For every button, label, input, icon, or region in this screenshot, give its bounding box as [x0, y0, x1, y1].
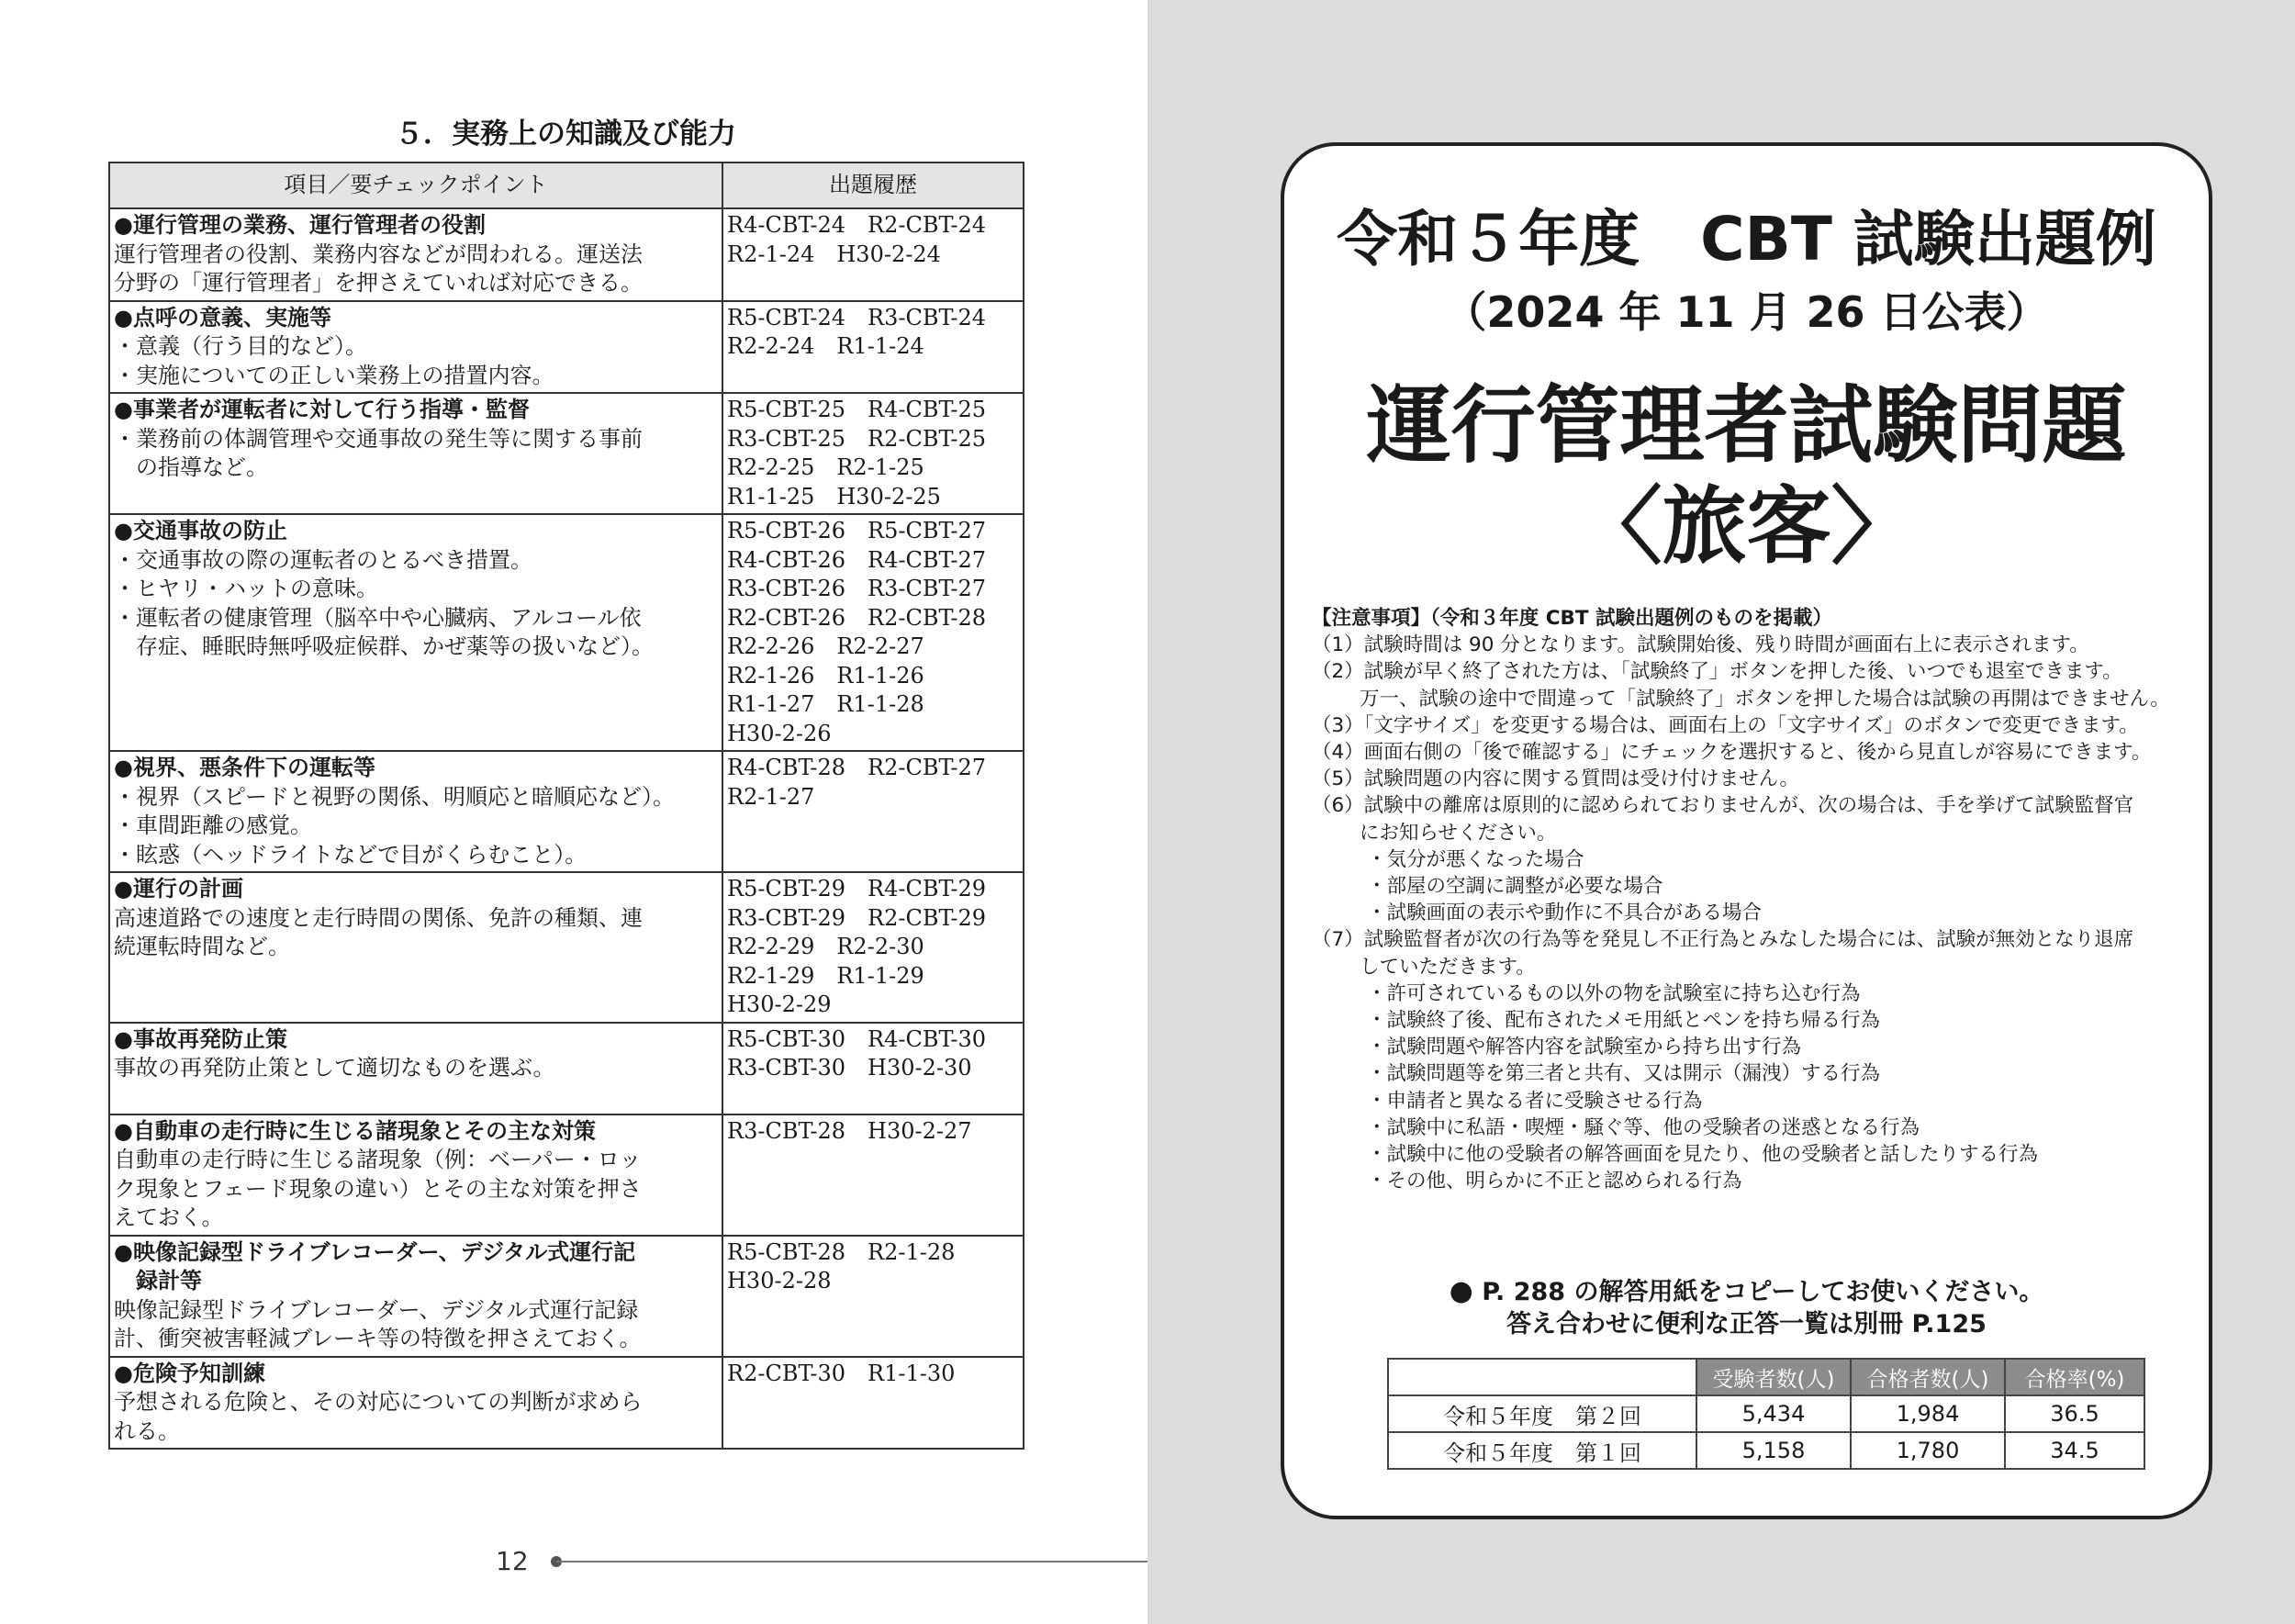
item-text: ・車間距離の感覚。	[114, 812, 312, 838]
copy-instructions	[1284, 1275, 2209, 1340]
note-line: ・試験中に私語・喫煙・騒ぐ等、他の受験者の迷惑となる行為	[1367, 1115, 1920, 1139]
table-row	[109, 1236, 1024, 1357]
note-line: （2）試験が早く終了された方は、「試験終了」ボタンを押した後、いつでも退室できます。	[1312, 660, 2122, 684]
item-title: ●運行の計画	[114, 876, 243, 902]
item-title: ●自動車の走行時に生じる諸現象とその主な対策	[114, 1117, 596, 1144]
note-line: ・試験中に他の受験者の解答画面を見たり、他の受験者と話したりする行為	[1367, 1143, 2039, 1167]
table-row	[109, 301, 1024, 394]
notes-heading: 【注意事項】（令和３年度 CBT 試験出題例のものを掲載）	[1312, 607, 1833, 630]
exam-cover-panel	[1281, 142, 2212, 1519]
published-date: （2024 年 11 月 26 日公表）	[1444, 287, 2049, 337]
item-text: ・運転者の健康管理（脳卒中や心臓病、アルコール依	[114, 604, 642, 631]
history-line: R1-1-27 R1-1-28	[727, 691, 924, 717]
item-text: 自動車の走行時に生じる諸現象（例：ベーパー・ロッ	[114, 1147, 642, 1172]
note-line: ・気分が悪くなった場合	[1367, 847, 1584, 871]
history-line: R2-2-29 R2-2-30	[727, 934, 924, 959]
history-cell	[722, 872, 1024, 1023]
table-row	[1388, 1395, 2144, 1432]
item-title: ●運行管理の業務、運行管理者の役割	[114, 212, 486, 238]
history-line: R5-CBT-26 R5-CBT-27	[727, 518, 987, 543]
history-line: R2-2-25 R2-1-25	[727, 454, 924, 480]
history-line: R2-1-29 R1-1-29	[727, 962, 924, 989]
history-cell	[722, 208, 1024, 301]
results-examinees: 5,158	[1696, 1432, 1851, 1469]
item-text: 続運転時間など。	[114, 934, 290, 959]
checkpoint-table	[108, 162, 1024, 1450]
table-header-row	[109, 162, 1024, 208]
note-line: ・部屋の空調に調整が必要な場合	[1367, 875, 1663, 899]
item-cell	[109, 751, 722, 872]
results-rate: 36.5	[2005, 1395, 2144, 1432]
item-cell	[109, 1023, 722, 1114]
history-line: R3-CBT-28 H30-2-27	[727, 1117, 972, 1144]
note-line: （3）「文字サイズ」を変更する場合は、画面右上の「文字サイズ」のボタンで変更できます。	[1312, 713, 2139, 737]
table-row	[109, 872, 1024, 1023]
item-title: ●事故再発防止策	[114, 1025, 287, 1052]
table-row	[1388, 1432, 2144, 1469]
page-number: 12	[496, 1546, 529, 1576]
item-cell	[109, 872, 722, 1023]
history-cell	[722, 514, 1024, 751]
history-line: R2-2-24 R1-1-24	[727, 333, 924, 359]
history-line: H30-2-28	[727, 1268, 832, 1294]
table-row	[109, 514, 1024, 751]
note-line: にお知らせください。	[1360, 821, 1557, 845]
item-cell	[109, 1114, 722, 1236]
history-line: R5-CBT-29 R4-CBT-29	[727, 876, 987, 902]
copy-line2: 答え合わせに便利な正答一覧は別冊 P.125	[1506, 1310, 1987, 1338]
item-text: ・実施についての正しい業務上の措置内容。	[114, 362, 554, 388]
note-line: （1）試験時間は 90 分となります。試験開始後、残り時間が画面右上に表示されます。	[1312, 633, 2089, 657]
item-text: ク現象とフェード現象の違い）とその主な対策を押さ	[114, 1175, 642, 1202]
history-line: R5-CBT-25 R4-CBT-25	[727, 397, 987, 422]
note-line: ・試験問題等を第三者と共有、又は開示（漏洩）する行為	[1367, 1062, 1881, 1086]
item-text: 運行管理者の役割、業務内容などが問われる。運送法	[114, 241, 643, 267]
history-line: R2-CBT-30 R1-1-30	[727, 1360, 956, 1386]
header-history: 出題履歴	[722, 162, 1024, 208]
item-text: 高速道路での速度と走行時間の関係、免許の種類、連	[114, 904, 643, 931]
history-line: R3-CBT-25 R2-CBT-25	[727, 425, 987, 452]
history-line: R4-CBT-28 R2-CBT-27	[727, 755, 987, 780]
header-item: 項目／要チェックポイント	[109, 162, 722, 208]
table-row	[109, 1114, 1024, 1236]
results-label: 令和５年度 第１回	[1388, 1432, 1696, 1469]
results-passers: 1,984	[1851, 1395, 2005, 1432]
results-header-blank	[1388, 1359, 1696, 1395]
section-title: ５．実務上の知識及び能力	[395, 118, 736, 151]
item-title: ●事業者が運転者に対して行う指導・監督	[114, 397, 530, 422]
notes-list	[1312, 605, 2193, 1194]
results-header-examinees: 受験者数(人)	[1696, 1359, 1851, 1395]
results-table	[1387, 1358, 2145, 1470]
item-title: ●危険予知訓練	[114, 1360, 265, 1386]
results-rate: 34.5	[2005, 1432, 2144, 1469]
results-header-row	[1388, 1359, 2144, 1395]
note-line: ・その他、明らかに不正と認められる行為	[1367, 1170, 1742, 1193]
item-title-cont: 録計等	[114, 1268, 202, 1294]
history-line: R3-CBT-29 R2-CBT-29	[727, 904, 987, 931]
item-text: ・視界（スピードと視野の関係、明順応と暗順応など）。	[114, 783, 676, 810]
history-cell	[722, 301, 1024, 394]
history-line: R5-CBT-24 R3-CBT-24	[727, 304, 987, 330]
history-line: R2-1-24 H30-2-24	[727, 241, 941, 267]
item-text: ・眩惑（ヘッドライトなどで目がくらむこと）。	[114, 841, 588, 868]
note-line: ・許可されているもの以外の物を試験室に持ち込む行為	[1367, 981, 1861, 1005]
history-line: R1-1-25 H30-2-25	[727, 483, 941, 510]
table-row	[109, 208, 1024, 301]
item-text: ・ヒヤリ・ハットの意味。	[114, 576, 378, 601]
note-line: ・試験画面の表示や動作に不具合がある場合	[1367, 902, 1763, 925]
item-title: ●視界、悪条件下の運転等	[114, 755, 375, 780]
note-line: 万一、試験の途中で間違って「試験終了」ボタンを押した場合は試験の再開はできません。	[1360, 687, 2170, 711]
results-label: 令和５年度 第２回	[1388, 1395, 1696, 1432]
history-line: R2-1-26 R1-1-26	[727, 662, 924, 689]
note-line: （6）試験中の離席は原則的に認められておりませんが、次の場合は、手を挙げて試験監督官	[1312, 794, 2134, 818]
bullet-icon: ●	[1449, 1275, 1473, 1307]
year-title: 令和５年度 CBT 試験出題例	[1337, 204, 2156, 274]
main-title-line2: 〈旅客〉	[1577, 477, 1916, 576]
history-cell	[722, 1236, 1024, 1357]
history-cell	[722, 1114, 1024, 1236]
note-line: ・試験問題や解答内容を試験室から持ち出す行為	[1367, 1036, 1802, 1059]
history-cell	[722, 751, 1024, 872]
item-text: の指導など。	[114, 454, 268, 480]
history-cell	[722, 393, 1024, 514]
note-line: ・申請者と異なる者に受験させる行為	[1367, 1089, 1703, 1113]
main-title	[1284, 375, 2209, 577]
history-line: R3-CBT-30 H30-2-30	[727, 1055, 972, 1081]
item-text: ・交通事故の際の運転者のとるべき措置。	[114, 546, 532, 573]
results-passers: 1,780	[1851, 1432, 2005, 1469]
item-text: ・業務前の体調管理や交通事故の発生等に関する事前	[114, 425, 643, 452]
item-cell	[109, 1357, 722, 1450]
note-line: ・試験終了後、配布されたメモ用紙とペンを持ち帰る行為	[1367, 1009, 1881, 1033]
note-line: （5）試験問題の内容に関する質問は受け付けません。	[1312, 767, 1799, 791]
item-text: 事故の再発防止策として適切なものを選ぶ。	[114, 1055, 555, 1081]
table-row	[109, 1357, 1024, 1450]
results-header-passers: 合格者数(人)	[1851, 1359, 2005, 1395]
history-line: R5-CBT-30 R4-CBT-30	[727, 1025, 987, 1052]
item-text: れる。	[114, 1417, 180, 1444]
history-line: H30-2-26	[727, 720, 832, 746]
item-cell	[109, 301, 722, 394]
table-row	[109, 1023, 1024, 1114]
history-line: R2-2-26 R2-2-27	[727, 633, 924, 659]
item-title: ●交通事故の防止	[114, 518, 287, 543]
results-header-rate: 合格率(%)	[2005, 1359, 2144, 1395]
copy-line1	[1284, 1275, 2209, 1308]
item-text: 存症、睡眠時無呼吸症候群、かぜ薬等の扱いなど）。	[114, 633, 654, 659]
note-line: していただきます。	[1360, 955, 1536, 979]
history-line: R5-CBT-28 R2-1-28	[727, 1238, 956, 1265]
item-text: ・意義（行う目的など）。	[114, 333, 367, 359]
main-title-line1: 運行管理者試験問題	[1366, 376, 2127, 475]
note-line: （7）試験監督者が次の行為等を発見し不正行為とみなした場合には、試験が無効となり退席	[1312, 928, 2134, 952]
history-cell	[722, 1357, 1024, 1450]
item-cell	[109, 208, 722, 301]
history-line: R3-CBT-26 R3-CBT-27	[727, 576, 987, 601]
table-row	[109, 751, 1024, 872]
results-examinees: 5,434	[1696, 1395, 1851, 1432]
history-line: R4-CBT-26 R4-CBT-27	[727, 546, 987, 573]
history-line: R2-1-27	[727, 783, 815, 810]
history-cell	[722, 1023, 1024, 1114]
item-cell	[109, 393, 722, 514]
page-rule	[556, 1561, 1148, 1562]
item-text: 予想される危険と、その対応についての判断が求めら	[114, 1389, 643, 1415]
item-text: えておく。	[114, 1204, 224, 1230]
item-cell	[109, 514, 722, 751]
copy-text: P. 288 の解答用紙をコピーしてお使いください。	[1482, 1278, 2044, 1306]
item-text: 計、衝突被害軽減ブレーキ等の特徴を押さえておく。	[114, 1326, 642, 1351]
history-line: R2-CBT-26 R2-CBT-28	[727, 604, 987, 631]
table-row	[109, 393, 1024, 514]
history-line: H30-2-29	[727, 991, 832, 1017]
note-line: （4）画面右側の「後で確認する」にチェックを選択すると、後から見直しが容易にできます。	[1312, 741, 2152, 765]
item-title: ●映像記録型ドライブレコーダー、デジタル式運行記	[114, 1238, 636, 1265]
item-title: ●点呼の意義、実施等	[114, 304, 331, 330]
item-cell	[109, 1236, 722, 1357]
history-line: R4-CBT-24 R2-CBT-24	[727, 212, 987, 238]
item-text: 分野の「運行管理者」を押さえていれば対応できる。	[114, 270, 643, 296]
item-text: 映像記録型ドライブレコーダー、デジタル式運行記録	[114, 1296, 639, 1323]
